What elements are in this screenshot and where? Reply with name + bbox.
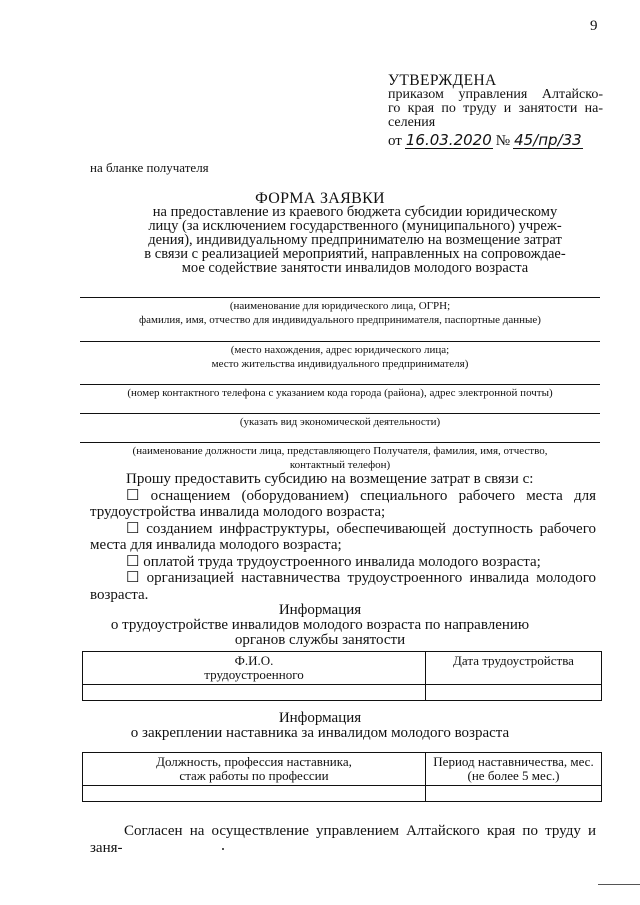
header-cell-position	[83, 753, 426, 786]
mentor-info-subtitle	[0, 726, 640, 741]
fill-line-address[interactable]	[80, 341, 600, 342]
approval-block	[388, 74, 603, 149]
employment-table	[82, 651, 602, 701]
order-date: 16.03.2020	[405, 131, 492, 149]
header-line: Период наставничества, мес.	[433, 754, 594, 769]
field-caption-activity	[80, 415, 600, 429]
table-row	[83, 685, 602, 701]
subtitle-line: о закреплении наставника за инвалидом молодого возраста	[130, 725, 510, 741]
field-caption-organization	[80, 299, 600, 327]
form-title: ФОРМА ЗАЯВКИ	[255, 190, 385, 207]
table-header-row	[83, 753, 602, 786]
scan-speck	[222, 848, 224, 850]
employment-info-title: Информация	[278, 602, 362, 618]
form-subtitle-line: лицу (за исключением государственного (муниципального) учреж-	[148, 218, 562, 234]
cell-name-empty[interactable]	[83, 685, 426, 701]
form-subtitle	[120, 205, 590, 275]
request-option-infrastructure[interactable]: ☐ созданием инфраструктуры, обеспечивающей доступность рабочего места для инвалида молодого возраста;	[90, 520, 596, 553]
fill-line-organization[interactable]	[80, 297, 600, 298]
field-caption-contacts	[80, 386, 600, 400]
caption-line: место жительства индивидуального предпринимателя)	[211, 358, 469, 370]
header-line: трудоустроенного	[204, 667, 304, 682]
request-block	[90, 471, 596, 603]
consent-text: Согласен на осуществление управлением Алтайского края по труду и заня-	[90, 823, 596, 856]
order-line	[388, 133, 603, 149]
header-line: Ф.И.О.	[234, 653, 274, 668]
caption-line: фамилия, имя, отчество для индивидуального предпринимателя, паспортные данные)	[139, 314, 541, 326]
approval-line: селения	[388, 115, 436, 130]
subtitle-line: органов службы занятости	[234, 632, 406, 648]
approval-line: го края по труду и занятости на-	[388, 101, 603, 116]
request-intro: Прошу предоставить субсидию на возмещение затрат в связи с:	[126, 471, 534, 487]
page-number: 9	[590, 18, 598, 34]
caption-line: (наименование для юридического лица, ОГРН;	[229, 300, 451, 312]
field-caption-address	[80, 343, 600, 371]
caption-line: (наименование должности лица, представляющего Получателя, фамилия, имя, отчество,	[132, 445, 548, 457]
subtitle-line: о трудоустройстве инвалидов молодого возраста по направлению	[110, 617, 530, 633]
order-prefix: от	[388, 133, 402, 149]
header-line: Дата трудоустройства	[453, 653, 574, 668]
letterhead-note: на бланке получателя	[90, 160, 209, 175]
header-line: (не более 5 мес.)	[467, 768, 560, 783]
caption-line: (место нахождения, адрес юридического лица;	[230, 344, 450, 356]
form-subtitle-line: в связи с реализацией мероприятий, направленных на сопровождае-	[144, 246, 566, 262]
caption-line: (номер контактного телефона с указанием кода города (района), адрес электронной почты)	[127, 387, 553, 399]
order-number-sign: №	[495, 133, 511, 149]
fill-line-activity[interactable]	[80, 413, 600, 414]
form-subtitle-line: мое содействие занятости инвалидов молодого возраста	[181, 260, 529, 276]
order-number: 45/пр/33	[514, 131, 582, 149]
fill-line-contacts[interactable]	[80, 384, 600, 385]
request-option-wages[interactable]: ☐ оплатой труда трудоустроенного инвалида молодого возраста;	[126, 553, 541, 570]
cell-date-empty[interactable]	[426, 685, 602, 701]
cell-period-empty[interactable]	[426, 786, 602, 802]
mentor-table	[82, 752, 602, 802]
scan-edge-line	[598, 884, 640, 885]
header-cell-name	[83, 652, 426, 685]
header-cell-date	[426, 652, 602, 685]
request-option-mentoring[interactable]: ☐ организацией наставничества трудоустроенного инвалида молодого возраста.	[90, 570, 596, 603]
caption-line: контактный телефон)	[289, 459, 391, 471]
table-row	[83, 786, 602, 802]
header-line: стаж работы по профессии	[179, 768, 329, 783]
approval-line: приказом управления Алтайско-	[388, 87, 603, 102]
header-cell-period	[426, 753, 602, 786]
caption-line: (указать вид экономической деятельности)	[239, 416, 441, 428]
field-caption-representative	[80, 444, 600, 472]
form-subtitle-line: на предоставление из краевого бюджета субсидии юридическому	[152, 204, 558, 220]
table-header-row	[83, 652, 602, 685]
mentor-info-title: Информация	[278, 710, 362, 726]
approval-heading: УТВЕРЖДЕНА	[388, 72, 497, 89]
header-line: Должность, профессия наставника,	[156, 754, 352, 769]
form-subtitle-line: дения), индивидуальному предпринимателю на возмещение затрат	[148, 232, 562, 248]
request-option-equipment[interactable]: ☐ оснащением (оборудованием) специального рабочего места для трудоустройства инвалида молодого возраста;	[90, 487, 596, 520]
cell-position-empty[interactable]	[83, 786, 426, 802]
employment-info-subtitle	[0, 618, 640, 648]
fill-line-representative[interactable]	[80, 442, 600, 443]
